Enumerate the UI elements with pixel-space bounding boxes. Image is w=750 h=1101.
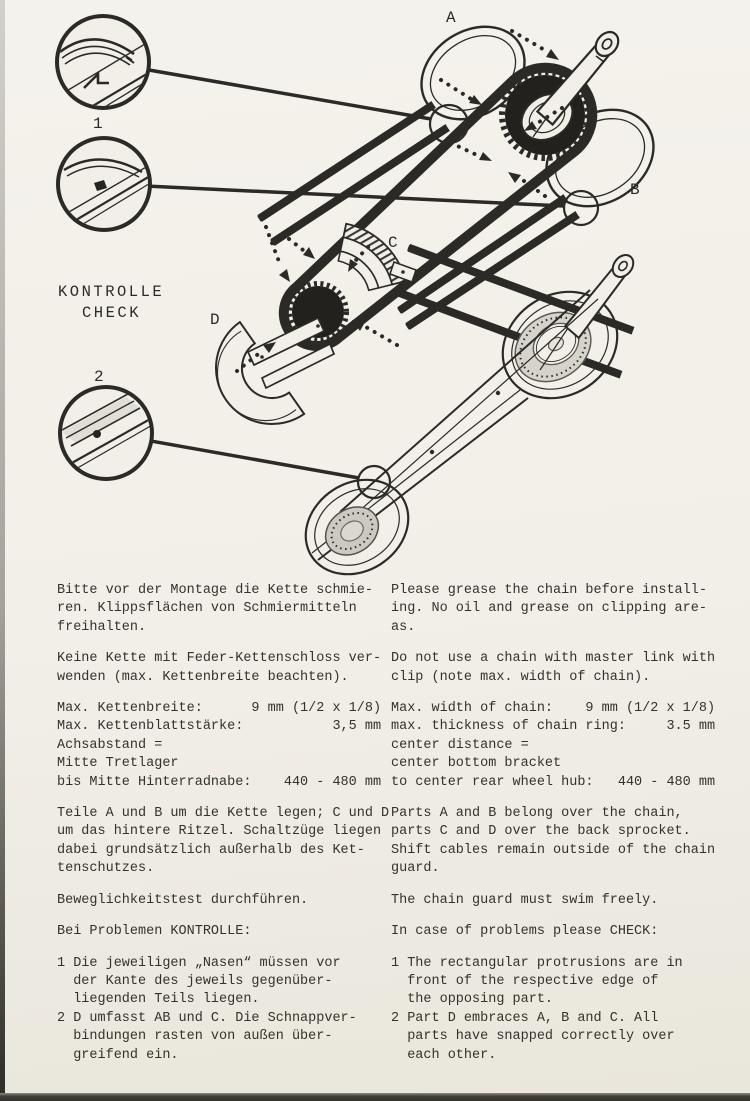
- text-line: Mitte Tretlager: [57, 756, 179, 772]
- text-line: Bei Problemen KONTROLLE:: [57, 924, 252, 940]
- spec-table-en: [391, 700, 737, 792]
- text-line: Shift cables remain outside of the chain: [391, 842, 716, 858]
- text-line: Parts A and B belong over the chain,: [391, 806, 683, 822]
- text-line: bis Mitte Hinterradnabe: 440 - 480 mm: [57, 774, 382, 790]
- text-line: der Kante des jeweils gegenüber-: [57, 973, 333, 989]
- paragraph-masterlink-en: [391, 650, 737, 687]
- page-edge-shadow-bottom: [0, 1093, 750, 1101]
- paragraph-grease-de: [57, 582, 393, 637]
- text-line: bindungen rasten von außen über-: [57, 1029, 333, 1045]
- magnifier-circle-1b: [58, 138, 152, 232]
- check-list-en: [391, 955, 737, 1065]
- text-line: front of the respective edge of: [391, 973, 659, 989]
- page-edge-shadow-left: [0, 0, 5, 1101]
- text-line: each other.: [391, 1047, 497, 1063]
- text-line: parts C and D over the back sprocket.: [391, 824, 691, 840]
- text-line: center distance =: [391, 737, 529, 753]
- label-part-b: B: [630, 181, 640, 199]
- text-line: as.: [391, 619, 416, 635]
- text-line: freihalten.: [57, 619, 147, 635]
- text-line: Max. Kettenbreite: 9 mm (1/2 x 1/8): [57, 701, 382, 717]
- heading-check: CHECK: [82, 304, 142, 322]
- paragraph-parts-en: [391, 805, 737, 879]
- heading-kontrolle: KONTROLLE: [58, 283, 165, 301]
- text-line: ren. Klippsflächen von Schmiermitteln: [57, 601, 357, 617]
- text-line: guard.: [391, 861, 440, 877]
- spec-table-de: [57, 700, 393, 792]
- paragraph-masterlink-de: [57, 650, 393, 687]
- part-d-drawing: [216, 318, 334, 424]
- check-list-de: [57, 955, 393, 1065]
- paragraph-problems-de: [57, 923, 393, 941]
- text-line: Please grease the chain before install-: [391, 583, 707, 598]
- text-line: Max. Kettenblattstärke: 3,5 mm: [57, 719, 382, 735]
- text-line: parts have snapped correctly over: [391, 1029, 675, 1045]
- text-line: Bitte vor der Montage die Kette schmie-: [57, 583, 373, 598]
- text-line: 1 Die jeweiligen „Nasen“ müssen vor: [57, 955, 341, 971]
- magnifier-circle-2: [60, 387, 154, 479]
- detail-circle-b: [564, 191, 598, 225]
- text-line: 1 The rectangular protrusions are in: [391, 955, 683, 971]
- text-line: greifend ein.: [57, 1047, 179, 1063]
- paragraph-mobility-en: [391, 892, 737, 910]
- text-line: ing. No oil and grease on clipping are-: [391, 601, 707, 617]
- text-line: Keine Kette mit Feder-Kettenschloss ver-: [57, 651, 382, 667]
- text-line: tenschutzes.: [57, 861, 155, 877]
- text-line: wenden (max. Kettenbreite beachten).: [57, 669, 349, 685]
- text-line: liegenden Teils liegen.: [57, 992, 260, 1008]
- english-column: [391, 582, 737, 1078]
- paragraph-problems-en: [391, 923, 737, 941]
- text-line: 2 D umfasst AB und C. Die Schnappver-: [57, 1010, 357, 1026]
- text-line: to center rear wheel hub: 440 - 480 mm: [391, 774, 716, 790]
- text-line: Beweglichkeitstest durchführen.: [57, 892, 309, 908]
- label-part-c: C: [388, 234, 398, 252]
- text-line: dabei grundsätzlich außerhalb des Ket-: [57, 842, 365, 858]
- paragraph-grease-en: [391, 582, 737, 637]
- paragraph-mobility-de: [57, 892, 393, 910]
- german-column: [57, 582, 393, 1078]
- text-line: In case of problems please CHECK:: [391, 924, 659, 940]
- text-line: Teile A und B um die Kette legen; C und D: [57, 806, 390, 822]
- text-line: Max. width of chain: 9 mm (1/2 x 1/8): [391, 701, 716, 717]
- paragraph-parts-de: [57, 805, 393, 879]
- text-line: The chain guard must swim freely.: [391, 892, 659, 908]
- text-line: clip (note max. width of chain).: [391, 669, 651, 685]
- text-line: the opposing part.: [391, 992, 554, 1008]
- text-line: center bottom bracket: [391, 756, 562, 772]
- label-callout-2: 2: [94, 368, 104, 386]
- label-part-d: D: [210, 311, 220, 329]
- label-part-a: A: [446, 9, 456, 27]
- text-line: Achsabstand =: [57, 737, 163, 753]
- label-callout-1: 1: [93, 115, 103, 133]
- text-line: Do not use a chain with master link with: [391, 651, 716, 667]
- text-line: 2 Part D embraces A, B and C. All: [391, 1010, 659, 1026]
- part-c-drawing: [338, 224, 416, 291]
- text-line: um das hintere Ritzel. Schaltzüge liegen: [57, 824, 382, 840]
- magnifier-circle-1: [57, 16, 152, 116]
- text-line: max. thickness of chain ring: 3.5 mm: [391, 719, 716, 735]
